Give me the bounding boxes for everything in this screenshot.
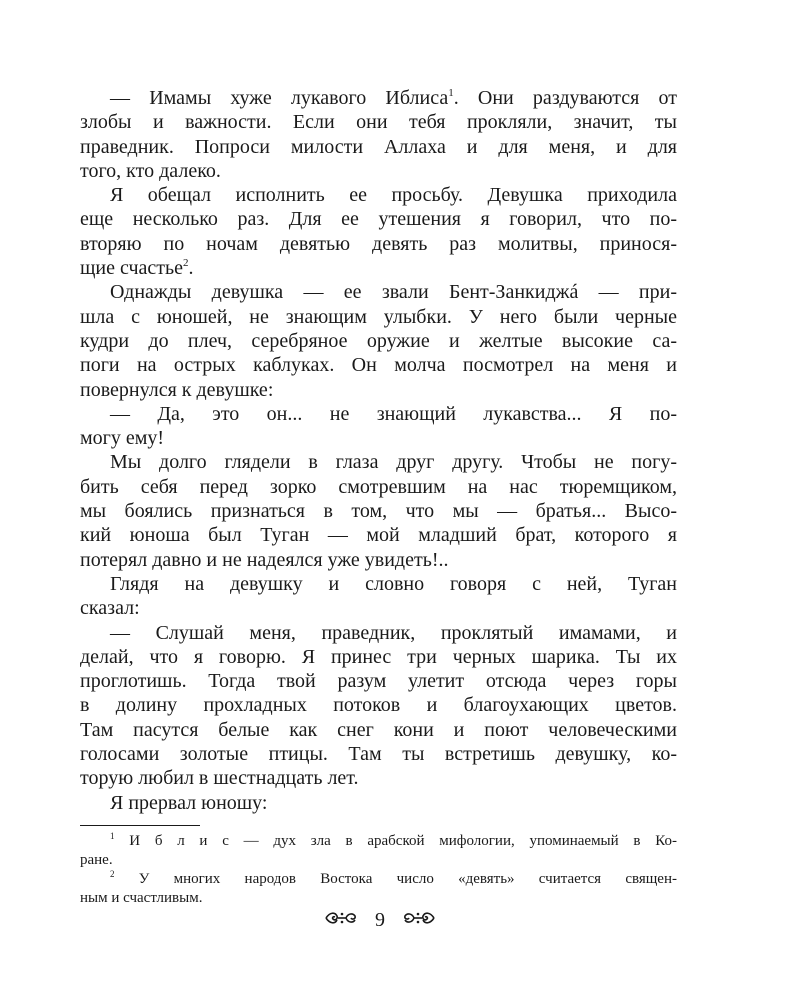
footnote-reference: 1	[448, 87, 454, 99]
text-line	[80, 280, 677, 304]
line-text: шла с юношей, не знающим улыбки. У него были черные	[80, 305, 677, 328]
line-text: Я прервал юношу:	[110, 791, 268, 814]
line-text-tail: . Они раздуваются от	[453, 87, 677, 109]
line-text: ным и счастливым.	[80, 889, 203, 906]
footnote-marker: 2	[110, 869, 115, 879]
line-text: бить себя перед зорко смотревшим на нас тюремщиком,	[80, 475, 677, 498]
footnotes	[80, 832, 677, 908]
text-line	[80, 450, 677, 474]
line-text: поги на острых каблуках. Он молча посмотрел на меня и	[80, 354, 677, 377]
text-line	[80, 621, 677, 645]
line-text: потерял давно и не надеялся уже увидеть!..	[80, 548, 449, 571]
text-line	[80, 645, 677, 669]
line-text: щие счастье	[80, 257, 184, 280]
text-line	[80, 718, 677, 742]
footnote-separator	[80, 825, 200, 826]
page-text-block	[80, 86, 677, 908]
text-line	[80, 256, 677, 280]
footnote-line	[80, 832, 677, 851]
text-line	[80, 766, 677, 790]
line-text: Там пасутся белые как снег кони и поют человеческими	[80, 718, 677, 741]
text-line	[80, 86, 677, 110]
footnote-line	[80, 851, 677, 870]
line-text: сказал:	[80, 597, 140, 620]
text-line	[80, 183, 677, 207]
text-line	[80, 426, 677, 450]
text-line	[80, 110, 677, 134]
line-text: кудри до плеч, серебряное оружие и желтые высокие са-	[80, 329, 677, 352]
footnote-line	[80, 870, 677, 889]
text-line	[80, 207, 677, 231]
text-line	[80, 742, 677, 766]
line-text: — Имамы хуже лукавого Иблиса	[110, 87, 449, 109]
text-line	[80, 402, 677, 426]
text-line	[80, 135, 677, 159]
main-text	[80, 86, 677, 815]
line-text: — Слушай меня, праведник, проклятый имамами, и	[110, 621, 677, 644]
footnote-text: У многих народов Востока число «девять» считается священ-	[114, 870, 677, 887]
text-line	[80, 353, 677, 377]
line-text: голосами золотые птицы. Там ты встретишь девушку, ко-	[80, 743, 677, 766]
line-text: злобы и важности. Если они тебя прокляли, значит, ты	[80, 111, 677, 134]
fleuron-right-icon	[402, 909, 436, 932]
text-line	[80, 329, 677, 353]
text-line	[80, 232, 677, 256]
line-text: торую любил в шестнадцать лет.	[80, 767, 359, 790]
line-text: Я обещал исполнить ее просьбу. Девушка приходила	[110, 184, 677, 207]
line-text: могу ему!	[80, 427, 165, 450]
text-line	[80, 572, 677, 596]
line-text: ране.	[80, 851, 113, 868]
line-text: Глядя на девушку и словно говоря с ней, Туган	[110, 572, 677, 595]
footnote-marker: 1	[110, 831, 115, 841]
line-text: праведник. Попроси милости Аллаха и для меня, и для	[80, 135, 677, 158]
text-line	[80, 159, 677, 183]
text-line	[80, 378, 677, 402]
line-text: — Да, это он... не знающий лукавства... Я по-	[110, 402, 677, 425]
line-text: вторяю по ночам девятью девять раз молитвы, принося-	[80, 232, 677, 255]
text-line	[80, 669, 677, 693]
page-footer	[0, 908, 760, 932]
text-line	[80, 693, 677, 717]
footnote-reference: 2	[183, 257, 189, 270]
text-line	[80, 305, 677, 329]
line-text: того, кто далеко.	[80, 159, 221, 182]
text-line	[80, 499, 677, 523]
line-text: кий юноша был Туган — мой младший брат, которого я	[80, 524, 677, 547]
line-text: Мы долго глядели в глаза друг другу. Чтобы не погу-	[110, 451, 677, 474]
text-line	[80, 523, 677, 547]
line-text: делай, что я говорю. Я принес три черных шарика. Ты их	[80, 645, 677, 668]
line-text: еще несколько раз. Для ее утешения я говорил, что по-	[80, 208, 677, 231]
line-text: Однажды девушка — ее звали Бент-Занкиджá — при-	[110, 281, 677, 304]
text-line	[80, 791, 677, 815]
text-line	[80, 475, 677, 499]
footnote-text: И б л и с — дух зла в арабской мифологии, упоминаемый в Ко-	[114, 832, 677, 849]
line-text: в долину прохладных потоков и благоухающих цветов.	[80, 694, 677, 717]
line-text: мы боялись признаться в том, что мы — братья... Высо-	[80, 500, 677, 523]
line-text-tail: .	[188, 257, 194, 280]
text-line	[80, 548, 677, 572]
line-text: проглотишь. Тогда твой разум улетит отсюда через горы	[80, 670, 677, 693]
line-text: повернулся к девушке:	[80, 378, 274, 401]
fleuron-left-icon	[324, 909, 358, 932]
text-line	[80, 596, 677, 620]
page-number: 9	[375, 908, 385, 931]
footnote-line	[80, 889, 677, 908]
